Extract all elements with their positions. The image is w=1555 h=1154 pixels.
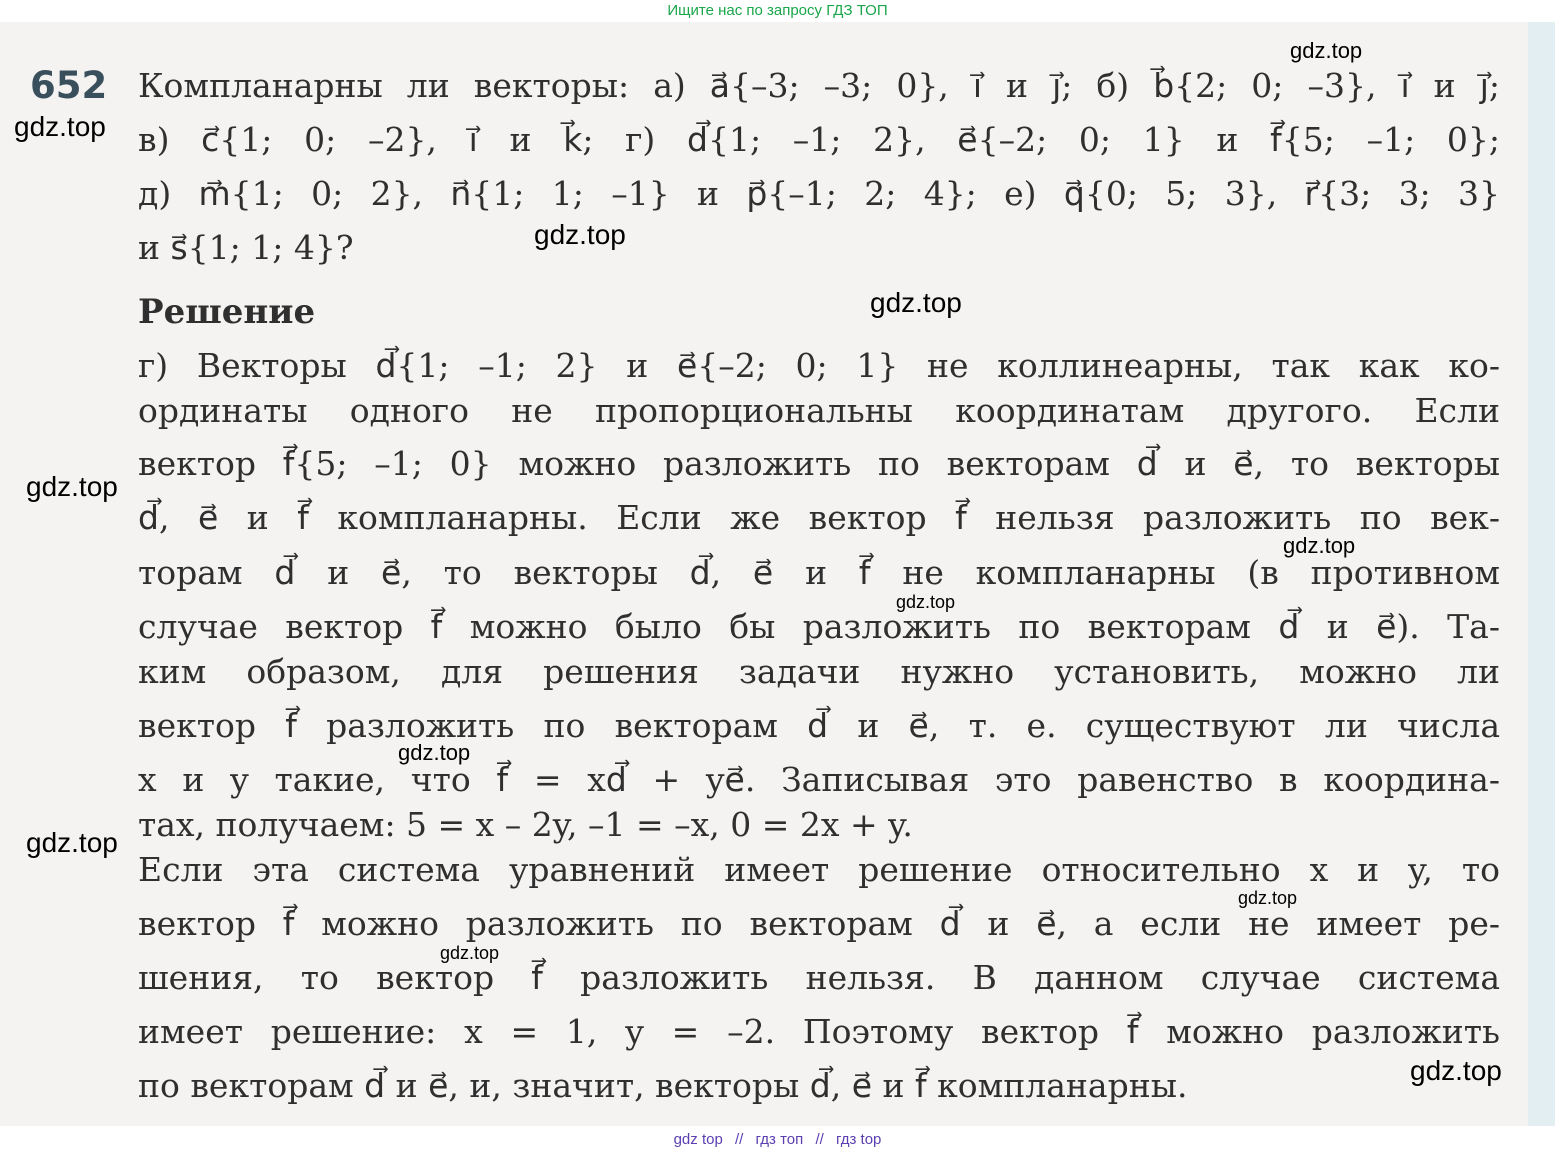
solution-line: шения, то вектор f⃗ разложить нельзя. В данном случае система — [138, 958, 1500, 997]
solution-line: ким образом, для решения задачи нужно установить, можно ли — [138, 652, 1500, 691]
question-line: в) c⃗{1; 0; –2}, i⃗ и k⃗; г) d⃗{1; –1; 2}, e⃗{–2; 0; 1} и f⃗{5; –1; 0}; — [138, 120, 1500, 159]
watermark: gdz.top — [1238, 888, 1298, 908]
footer-link[interactable]: gdz top — [673, 1131, 723, 1148]
watermark: gdz.top — [26, 827, 118, 858]
solution-line: имеет решение: x = 1, y = –2. Поэтому вектор f⃗ можно разложить — [138, 1012, 1500, 1051]
watermark: gdz.top — [1290, 38, 1363, 63]
footer-separator: // — [815, 1131, 824, 1148]
solution-line: г) Векторы d⃗{1; –1; 2} и e⃗{–2; 0; 1} не коллинеарны, так как ко- — [138, 346, 1500, 385]
solution-heading: Решение — [138, 292, 316, 332]
footer-link[interactable]: гдз топ — [755, 1131, 804, 1148]
footer-links — [0, 1126, 1555, 1154]
question-line: д) m⃗{1; 0; 2}, n⃗{1; 1; –1} и p⃗{–1; 2; 4}; е) q⃗{0; 5; 3}, r⃗{3; 3; 3} — [138, 174, 1500, 213]
solution-line: вектор f⃗ разложить по векторам d⃗ и e⃗, т. е. существуют ли числа — [138, 706, 1500, 745]
solution-line: случае вектор f⃗ можно было бы разложить по векторам d⃗ и e⃗). Та- — [138, 607, 1500, 646]
solution-line: x и y такие, что f⃗ = xd⃗ + ye⃗. Записывая это равенство в координа- — [138, 760, 1500, 799]
question-line: Компланарны ли векторы: а) a⃗{–3; –3; 0}, i⃗ и j⃗; б) b⃗{2; 0; –3}, i⃗ и j⃗; — [138, 66, 1500, 105]
solution-line: по векторам d⃗ и e⃗, и, значит, векторы d⃗, e⃗ и f⃗ компланарны. — [138, 1066, 1188, 1105]
watermark: gdz.top — [534, 219, 626, 250]
watermark: gdz.top — [1283, 533, 1356, 558]
solution-line: вектор f⃗ можно разложить по векторам d⃗ и e⃗, а если не имеет ре- — [138, 904, 1500, 943]
solution-line: ординаты одного не пропорциональны координатам другого. Если — [138, 391, 1500, 430]
top-banner — [0, 0, 1555, 22]
watermark: gdz.top — [440, 943, 500, 963]
watermark: gdz.top — [398, 740, 471, 765]
watermark: gdz.top — [26, 471, 118, 502]
question-line: и s⃗{1; 1; 4}? — [138, 228, 354, 267]
footer-separator: // — [734, 1131, 744, 1148]
problem-number: 652 — [30, 64, 108, 107]
watermark: gdz.top — [1410, 1055, 1502, 1086]
solution-line: d⃗, e⃗ и f⃗ компланарны. Если же вектор f⃗ нельзя разложить по век- — [138, 498, 1500, 537]
search-hint-link[interactable]: Ищите нас по запросу ГДЗ ТОП — [667, 2, 888, 19]
solution-line: Если эта система уравнений имеет решение относительно x и y, то — [138, 850, 1500, 889]
watermark: gdz.top — [14, 111, 106, 142]
solution-line: торам d⃗ и e⃗, то векторы d⃗, e⃗ и f⃗ не компланарны (в противном — [138, 553, 1500, 592]
watermark: gdz.top — [896, 592, 956, 612]
solution-line: вектор f⃗{5; –1; 0} можно разложить по векторам d⃗ и e⃗, то векторы — [138, 444, 1500, 483]
watermark: gdz.top — [870, 287, 962, 318]
scan-edge — [1528, 22, 1555, 1126]
footer-link[interactable]: гдз top — [835, 1131, 882, 1148]
solution-line: тах, получаем: 5 = x – 2y, –1 = –x, 0 = 2x + y. — [138, 805, 913, 844]
